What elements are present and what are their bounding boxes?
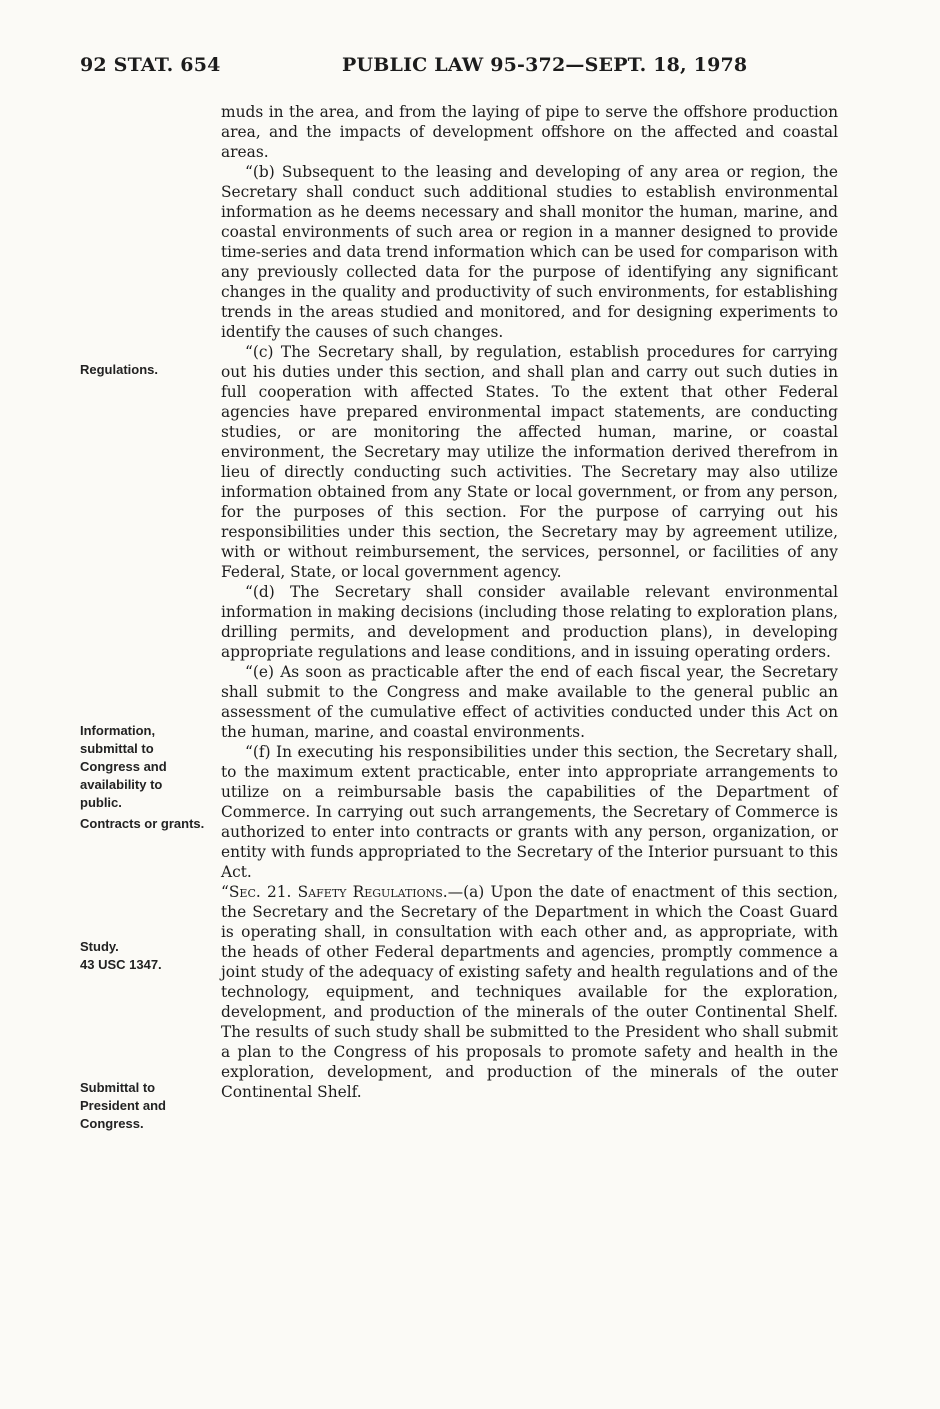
body-text [221, 102, 838, 1102]
margin-note-submittal: Submittal to President and Congress. [80, 1080, 166, 1131]
paragraph-f: “(f) In executing his responsibilities under this section, the Secretary shall, to the maximum extent practicable, enter into appropriate arrangements to utilize on a reimbursable basis the capabilities of the Department of Commerce. In carrying out such arrangements, the Secretary of Commerce is authorized to enter into contracts or grants with any person, organization, or entity with funds appropriated to the Secretary of the Interior pursuant to this Act. [221, 743, 838, 881]
paragraph-c: “(c) The Secretary shall, by regulation, establish procedures for carrying out his duties under this section, and shall plan and carry out such duties in full cooperation with affected States. To the extent that other Federal agencies have prepared environmental impact statements, are conducting studies, or are monitoring the affected human, marine, or coastal environment, the Secretary may utilize the information derived therefrom in lieu of directly conducting such activities. The Secretary may also utilize information obtained from any State or local government, or from any person, for the purposes of this section. For the purpose of carrying out his responsibilities under this section, the Secretary may by agreement utilize, with or without reimbursement, the services, personnel, or facilities of any Federal, State, or local government agency. [221, 343, 838, 581]
section-21-paragraph [221, 882, 838, 1102]
margin-note-regulations: Regulations. [80, 362, 159, 377]
section-21-text: —(a) Upon the date of enactment of this section, the Secretary and the Secretary of the Department in which the Coast Guard is operating shall, in consultation with each other and, as appropriate, with the heads of other Federal departments and agencies, promptly commence a joint study of the adequacy of existing safety and health regulations and of the technology, equipment, and techniques available for the exploration, development, and production of the minerals of the outer Continental Shelf. The results of such study shall be submitted to the President who shall submit a plan to the Congress of his proposals to promote safety and health in the exploration, development, and production of the minerals of the outer Continental Shelf. [221, 883, 838, 1101]
page-header [80, 54, 840, 82]
paragraph-b: “(b) Subsequent to the leasing and developing of any area or region, the Secretary shall conduct such additional studies to establish environmental information as he deems necessary and shall monitor the human, marine, and coastal environments of such area or region in a manner designed to provide time-series and data trend information which can be used for comparison with any previously collected data for the purpose of identifying any significant changes in the quality and productivity of such environments, for establishing trends in the areas studied and monitored, and for designing experiments to identify the causes of such changes. [221, 163, 838, 341]
paragraph-continuation: muds in the area, and from the laying of pipe to serve the offshore production area, and the impacts of development offshore on the affected and coastal areas. [221, 103, 838, 161]
margin-note-information: Information, submittal to Congress and availability to public. [80, 723, 167, 810]
margin-note-usc: 43 USC 1347. [80, 957, 162, 972]
paragraph-d: “(d) The Secretary shall consider available relevant environmental information in making decisions (including those relating to exploration plans, drilling permits, and development and production plans), in developing appropriate regulations and lease conditions, and in issuing operating orders. [221, 583, 838, 661]
margin-note-contracts: Contracts or grants. [80, 816, 205, 831]
section-21-heading: “Sec. 21. Safety Regulations. [221, 883, 448, 901]
paragraph-e: “(e) As soon as practicable after the end of each fiscal year, the Secretary shall submit to the Congress and make available to the general public an assessment of the cumulative effect of activities conducted under this Act on the human, marine, and coastal environments. [221, 663, 838, 741]
margin-note-study: Study. [80, 939, 119, 954]
law-title: PUBLIC LAW 95-372—SEPT. 18, 1978 [342, 54, 748, 76]
statute-page-number: 92 STAT. 654 [80, 54, 221, 76]
